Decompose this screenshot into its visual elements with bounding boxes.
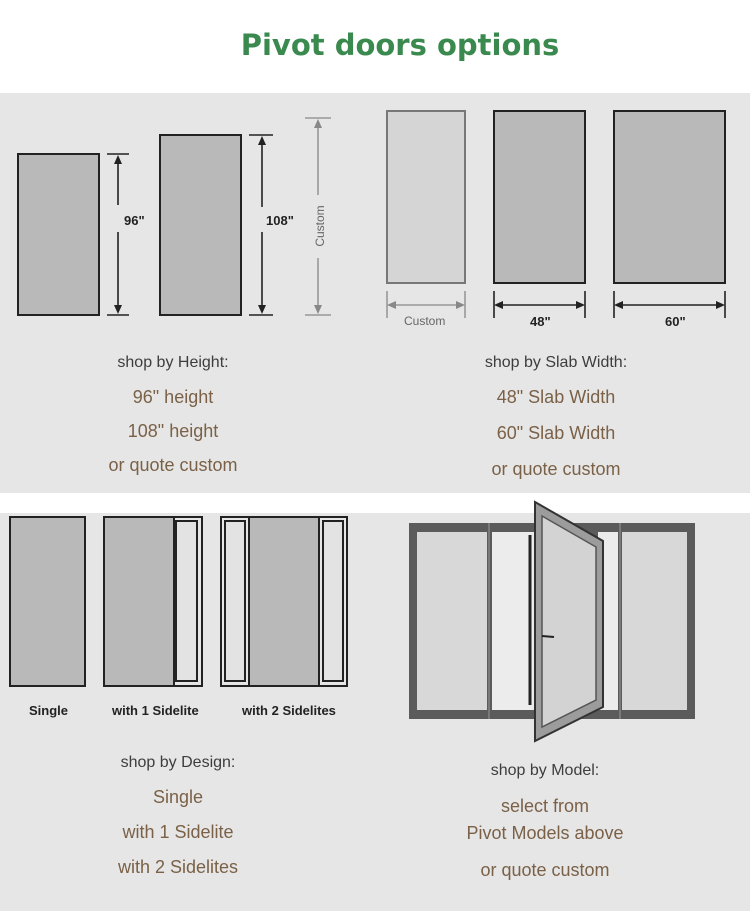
model-link-pivot-models[interactable]: Pivot Models above [466,823,624,843]
design-label-2-sidelites: with 2 Sidelites [242,703,336,718]
dim-label-60: 60" [665,314,686,329]
design-label-single: Single [29,703,69,718]
design-link-2-sidelites[interactable]: with 2 Sidelites [117,857,239,877]
page-title: Pivot doors options [240,28,560,62]
door-108-height[interactable] [160,135,241,315]
pivot-model-illustration[interactable] [409,502,695,741]
width-heading: shop by Slab Width: [484,354,628,371]
model-heading: shop by Model: [490,762,600,779]
design-link-1-sidelite[interactable]: with 1 Sidelite [122,822,234,842]
door-60-width[interactable] [614,111,725,283]
dim-label-108: 108" [266,213,294,228]
height-heading: shop by Height: [117,354,229,371]
door-48-width[interactable] [494,111,585,283]
height-link-108[interactable]: 108" height [127,421,219,441]
dim-label-custom-height: Custom [313,205,327,247]
width-link-custom[interactable]: or quote custom [491,459,621,479]
dim-label-96: 96" [124,213,145,228]
design-label-1-sidelite: with 1 Sidelite [112,703,199,718]
width-link-48[interactable]: 48" Slab Width [496,387,616,407]
door-2-sidelites[interactable] [221,517,347,686]
model-link-select[interactable]: select from [500,796,590,816]
design-heading: shop by Design: [120,754,236,771]
height-link-custom[interactable]: or quote custom [108,455,238,475]
door-96-height[interactable] [18,154,99,315]
dim-label-custom-width: Custom [404,314,446,328]
design-link-single[interactable]: Single [152,787,204,807]
width-link-60[interactable]: 60" Slab Width [496,423,616,443]
model-link-custom[interactable]: or quote custom [480,860,610,880]
dim-label-48: 48" [530,314,551,329]
height-link-96[interactable]: 96" height [132,387,214,407]
door-1-sidelite[interactable] [104,517,202,686]
door-custom-width[interactable] [387,111,465,283]
door-single[interactable] [10,517,85,686]
